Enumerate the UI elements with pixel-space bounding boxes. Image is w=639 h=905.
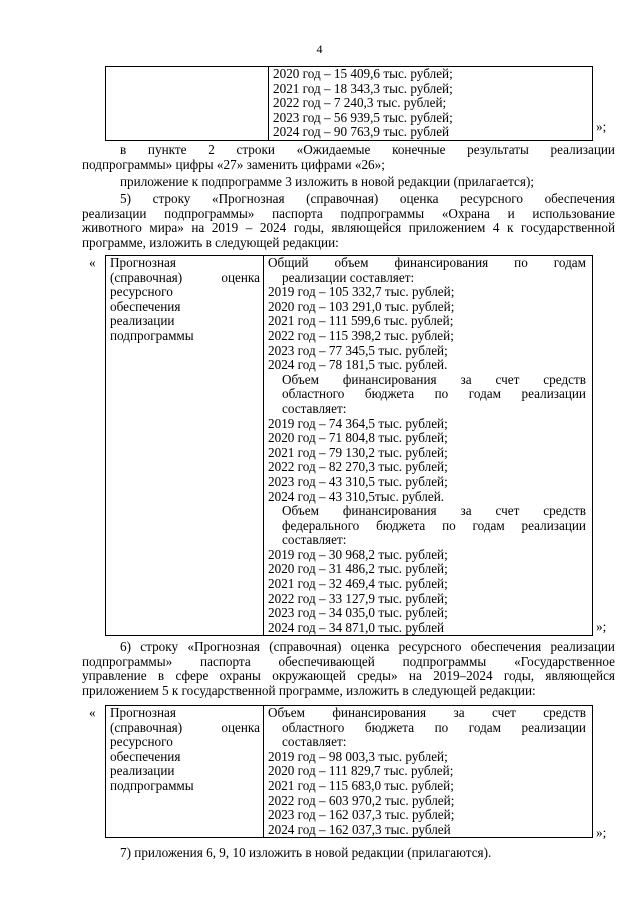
- paragraph-line: подпрограммы» цифры «27» заменить цифрами «26»;: [82, 156, 385, 172]
- opening-quote: «: [89, 255, 96, 270]
- funding-line: 2022 год – 7 240,3 тыс. рублей;: [273, 95, 447, 111]
- heading-line: составляет:: [282, 734, 347, 750]
- funding-line: 2024 год – 90 763,9 тыс. рублей: [273, 124, 450, 140]
- funding-line: 2019 год – 98 003,3 тыс. рублей;: [268, 748, 448, 764]
- closing-quote: »;: [596, 825, 607, 840]
- funding-line: 2021 год – 115 683,0 тыс. рублей;: [268, 777, 454, 793]
- heading-line: областного бюджета по годам реализации: [282, 386, 586, 402]
- heading-line: Общий объем финансирования по годам: [268, 255, 586, 270]
- funding-line: 2022 год – 82 270,3 тыс. рублей;: [268, 459, 448, 475]
- paragraph-line: подпрограммы» паспорта обеспечивающей подпрограммы «Государственное: [82, 653, 615, 669]
- heading-line: Объем финансирования за счет средств: [282, 371, 586, 387]
- label-line: ресурсного: [110, 284, 173, 300]
- funding-line: 2020 год – 71 804,8 тыс. рублей;: [268, 430, 448, 446]
- funding-line: 2023 год – 43 310,5 тыс. рублей;: [268, 473, 448, 489]
- closing-quote: »;: [596, 619, 607, 634]
- table-label-cell: [106, 706, 264, 838]
- paragraph-item-2: [82, 143, 615, 172]
- label-line: обеспечения: [110, 298, 181, 314]
- heading-line: областного бюджета по годам реализации: [282, 719, 586, 735]
- heading-line: федерального бюджета по годам реализации: [282, 517, 586, 533]
- closing-quote: »;: [596, 119, 607, 134]
- paragraph-line: в пункте 2 строки «Ожидаемые конечные результаты реализации: [120, 142, 615, 157]
- funding-line: 2019 год – 30 968,2 тыс. рублей;: [268, 546, 448, 562]
- funding-line: 2024 год – 43 310,5тыс. рублей.: [268, 488, 445, 504]
- continuation-table-left-cell: [106, 67, 269, 141]
- funding-line: 2019 год – 74 364,5 тыс. рублей;: [268, 415, 448, 431]
- label-line: реализации: [110, 763, 175, 779]
- label-line: реализации: [110, 313, 175, 329]
- funding-line: 2020 год – 111 829,7 тыс. рублей;: [268, 763, 454, 779]
- funding-line: 2021 год – 18 343,3 тыс. рублей;: [273, 80, 453, 96]
- paragraph-line: приложением 5 к государственной программе, изложить в следующей редакции:: [82, 682, 536, 698]
- label-line: подпрограммы: [110, 327, 194, 343]
- funding-line: 2023 год – 56 939,5 тыс. рублей;: [273, 109, 453, 125]
- paragraph-item-7: 7) приложения 6, 9, 10 изложить в новой редакции (прилагаются).: [120, 845, 492, 860]
- funding-line: 2023 год – 162 037,3 тыс. рублей;: [268, 807, 455, 823]
- page-number: 4: [316, 42, 323, 56]
- paragraph-line: программе, изложить в следующей редакции:: [82, 234, 339, 250]
- label-line: ресурсного: [110, 734, 173, 750]
- funding-line: 2024 год – 78 181,5 тыс. рублей.: [268, 357, 448, 373]
- funding-line: 2024 год – 162 037,3 тыс. рублей: [268, 821, 451, 837]
- funding-line: 2022 год – 115 398,2 тыс. рублей;: [268, 327, 454, 343]
- label-line: Прогнозная: [110, 255, 176, 270]
- funding-line: 2022 год – 603 970,2 тыс. рублей;: [268, 792, 455, 808]
- paragraph-appendix-3: приложение к подпрограмме 3 изложить в новой редакции (прилагается);: [120, 174, 535, 189]
- heading-line: составляет:: [282, 400, 347, 416]
- funding-line: 2021 год – 79 130,2 тыс. рублей;: [268, 444, 448, 460]
- funding-line: 2020 год – 15 409,6 тыс. рублей;: [273, 66, 453, 81]
- opening-quote: «: [89, 705, 96, 720]
- heading-line: составляет:: [282, 532, 347, 548]
- funding-line: 2023 год – 34 035,0 тыс. рублей;: [268, 605, 448, 621]
- table-value-cell: [264, 706, 593, 838]
- paragraph-line: реализации подпрограммы» паспорта подпрограммы «Охрана и использование: [82, 205, 615, 221]
- resource-assessment-table-wildlife: [105, 255, 593, 636]
- label-line: обеспечения: [110, 748, 181, 764]
- paragraph-line: управление в сфере охраны окружающей среды» на 2019–2024 годы, являющейся: [82, 668, 615, 684]
- funding-line: 2020 год – 31 486,2 тыс. рублей;: [268, 561, 448, 577]
- continuation-table-right-cell: [269, 67, 593, 141]
- funding-line: 2022 год – 33 127,9 тыс. рублей;: [268, 590, 448, 606]
- label-line: Прогнозная: [110, 705, 176, 720]
- paragraph-line: 6) строку «Прогнозная (справочная) оценка ресурсного обеспечения реализации: [120, 639, 615, 654]
- paragraph-line: животного мира» на 2019 – 2024 годы, являющейся приложением 4 к государственной: [82, 220, 615, 236]
- heading-line: реализации составляет:: [282, 269, 415, 285]
- funding-line: 2024 год – 34 871,0 тыс. рублей: [268, 619, 445, 635]
- funding-line: 2020 год – 103 291,0 тыс. рублей;: [268, 298, 455, 314]
- label-line: (справочная) оценка: [110, 719, 260, 735]
- heading-line: Объем финансирования за счет средств: [268, 705, 586, 720]
- paragraph-line: 5) строку «Прогнозная (справочная) оценка ресурсного обеспечения: [120, 191, 615, 206]
- continuation-table: [105, 66, 593, 141]
- label-line: (справочная) оценка: [110, 269, 260, 285]
- heading-line: Объем финансирования за счет средств: [282, 503, 586, 519]
- resource-assessment-table-environment: [105, 705, 593, 838]
- funding-line: 2019 год – 105 332,7 тыс. рублей;: [268, 284, 455, 300]
- table-label-cell: [106, 256, 264, 636]
- funding-line: 2023 год – 77 345,5 тыс. рублей;: [268, 342, 448, 358]
- label-line: подпрограммы: [110, 777, 194, 793]
- table-value-cell: [264, 256, 593, 636]
- funding-line: 2021 год – 111 599,6 тыс. рублей;: [268, 313, 454, 329]
- funding-line: 2021 год – 32 469,4 тыс. рублей;: [268, 576, 448, 592]
- paragraph-item-6: [82, 640, 615, 698]
- paragraph-item-5: [82, 192, 615, 250]
